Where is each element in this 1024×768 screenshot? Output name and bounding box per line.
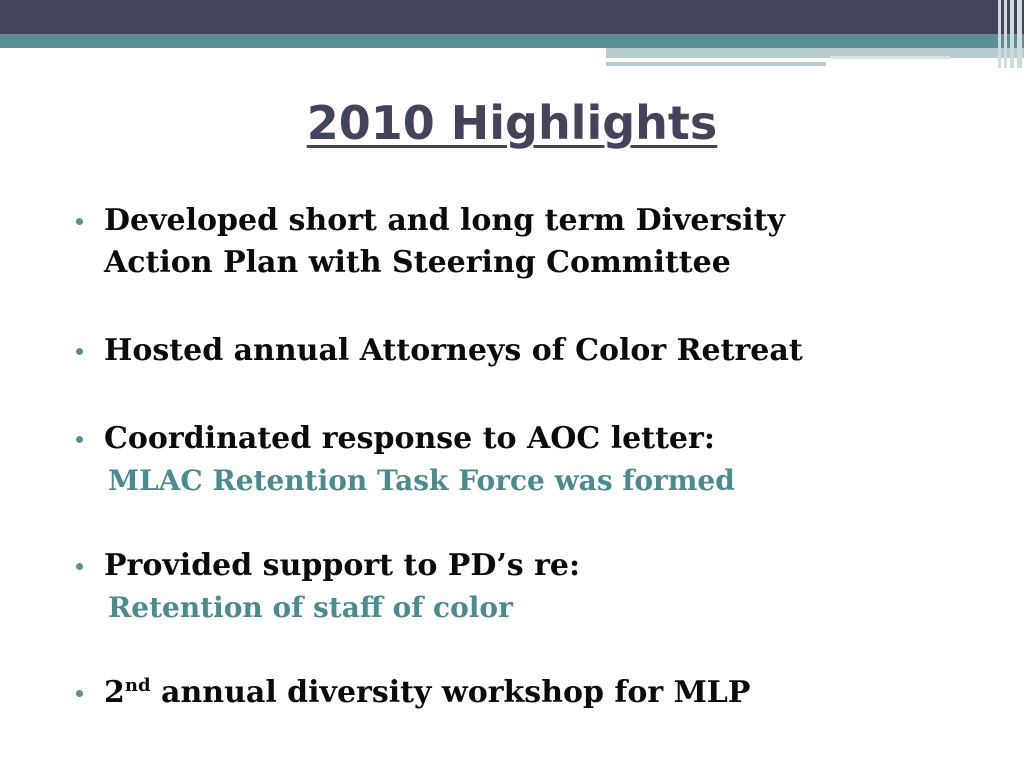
bullet-dot-icon xyxy=(76,436,83,443)
header-accent-line xyxy=(606,62,826,66)
slide-title: 2010 Highlights xyxy=(306,96,718,150)
header-band-teal xyxy=(0,34,1024,48)
bullet-text: Action Plan with Steering Committee xyxy=(104,245,731,280)
header-band-dark xyxy=(0,0,1024,34)
bullet-text xyxy=(104,672,750,714)
bullet-text: Hosted annual Attorneys of Color Retreat xyxy=(104,333,803,368)
bullet-subtext: MLAC Retention Task Force was formed xyxy=(108,464,735,497)
bullet-text: Developed short and long term Diversity xyxy=(104,203,785,238)
bullet-dot-icon xyxy=(76,690,83,697)
header-accent-line xyxy=(830,56,950,59)
bullet-text-rest: annual diversity workshop for MLP xyxy=(150,675,751,710)
bullet-text: Provided support to PD’s re: xyxy=(104,548,581,583)
bullet-dot-icon xyxy=(76,348,83,355)
header-accent-line xyxy=(606,48,1024,58)
ordinal-suffix: nd xyxy=(124,675,151,696)
bullet-text: Coordinated response to AOC letter: xyxy=(104,421,715,456)
bullet-dot-icon xyxy=(76,563,83,570)
header-vertical-bars xyxy=(996,0,1024,68)
bullet-dot-icon xyxy=(76,218,83,225)
ordinal-number: 2 xyxy=(104,675,125,710)
bullet-subtext: Retention of staff of color xyxy=(108,591,513,624)
